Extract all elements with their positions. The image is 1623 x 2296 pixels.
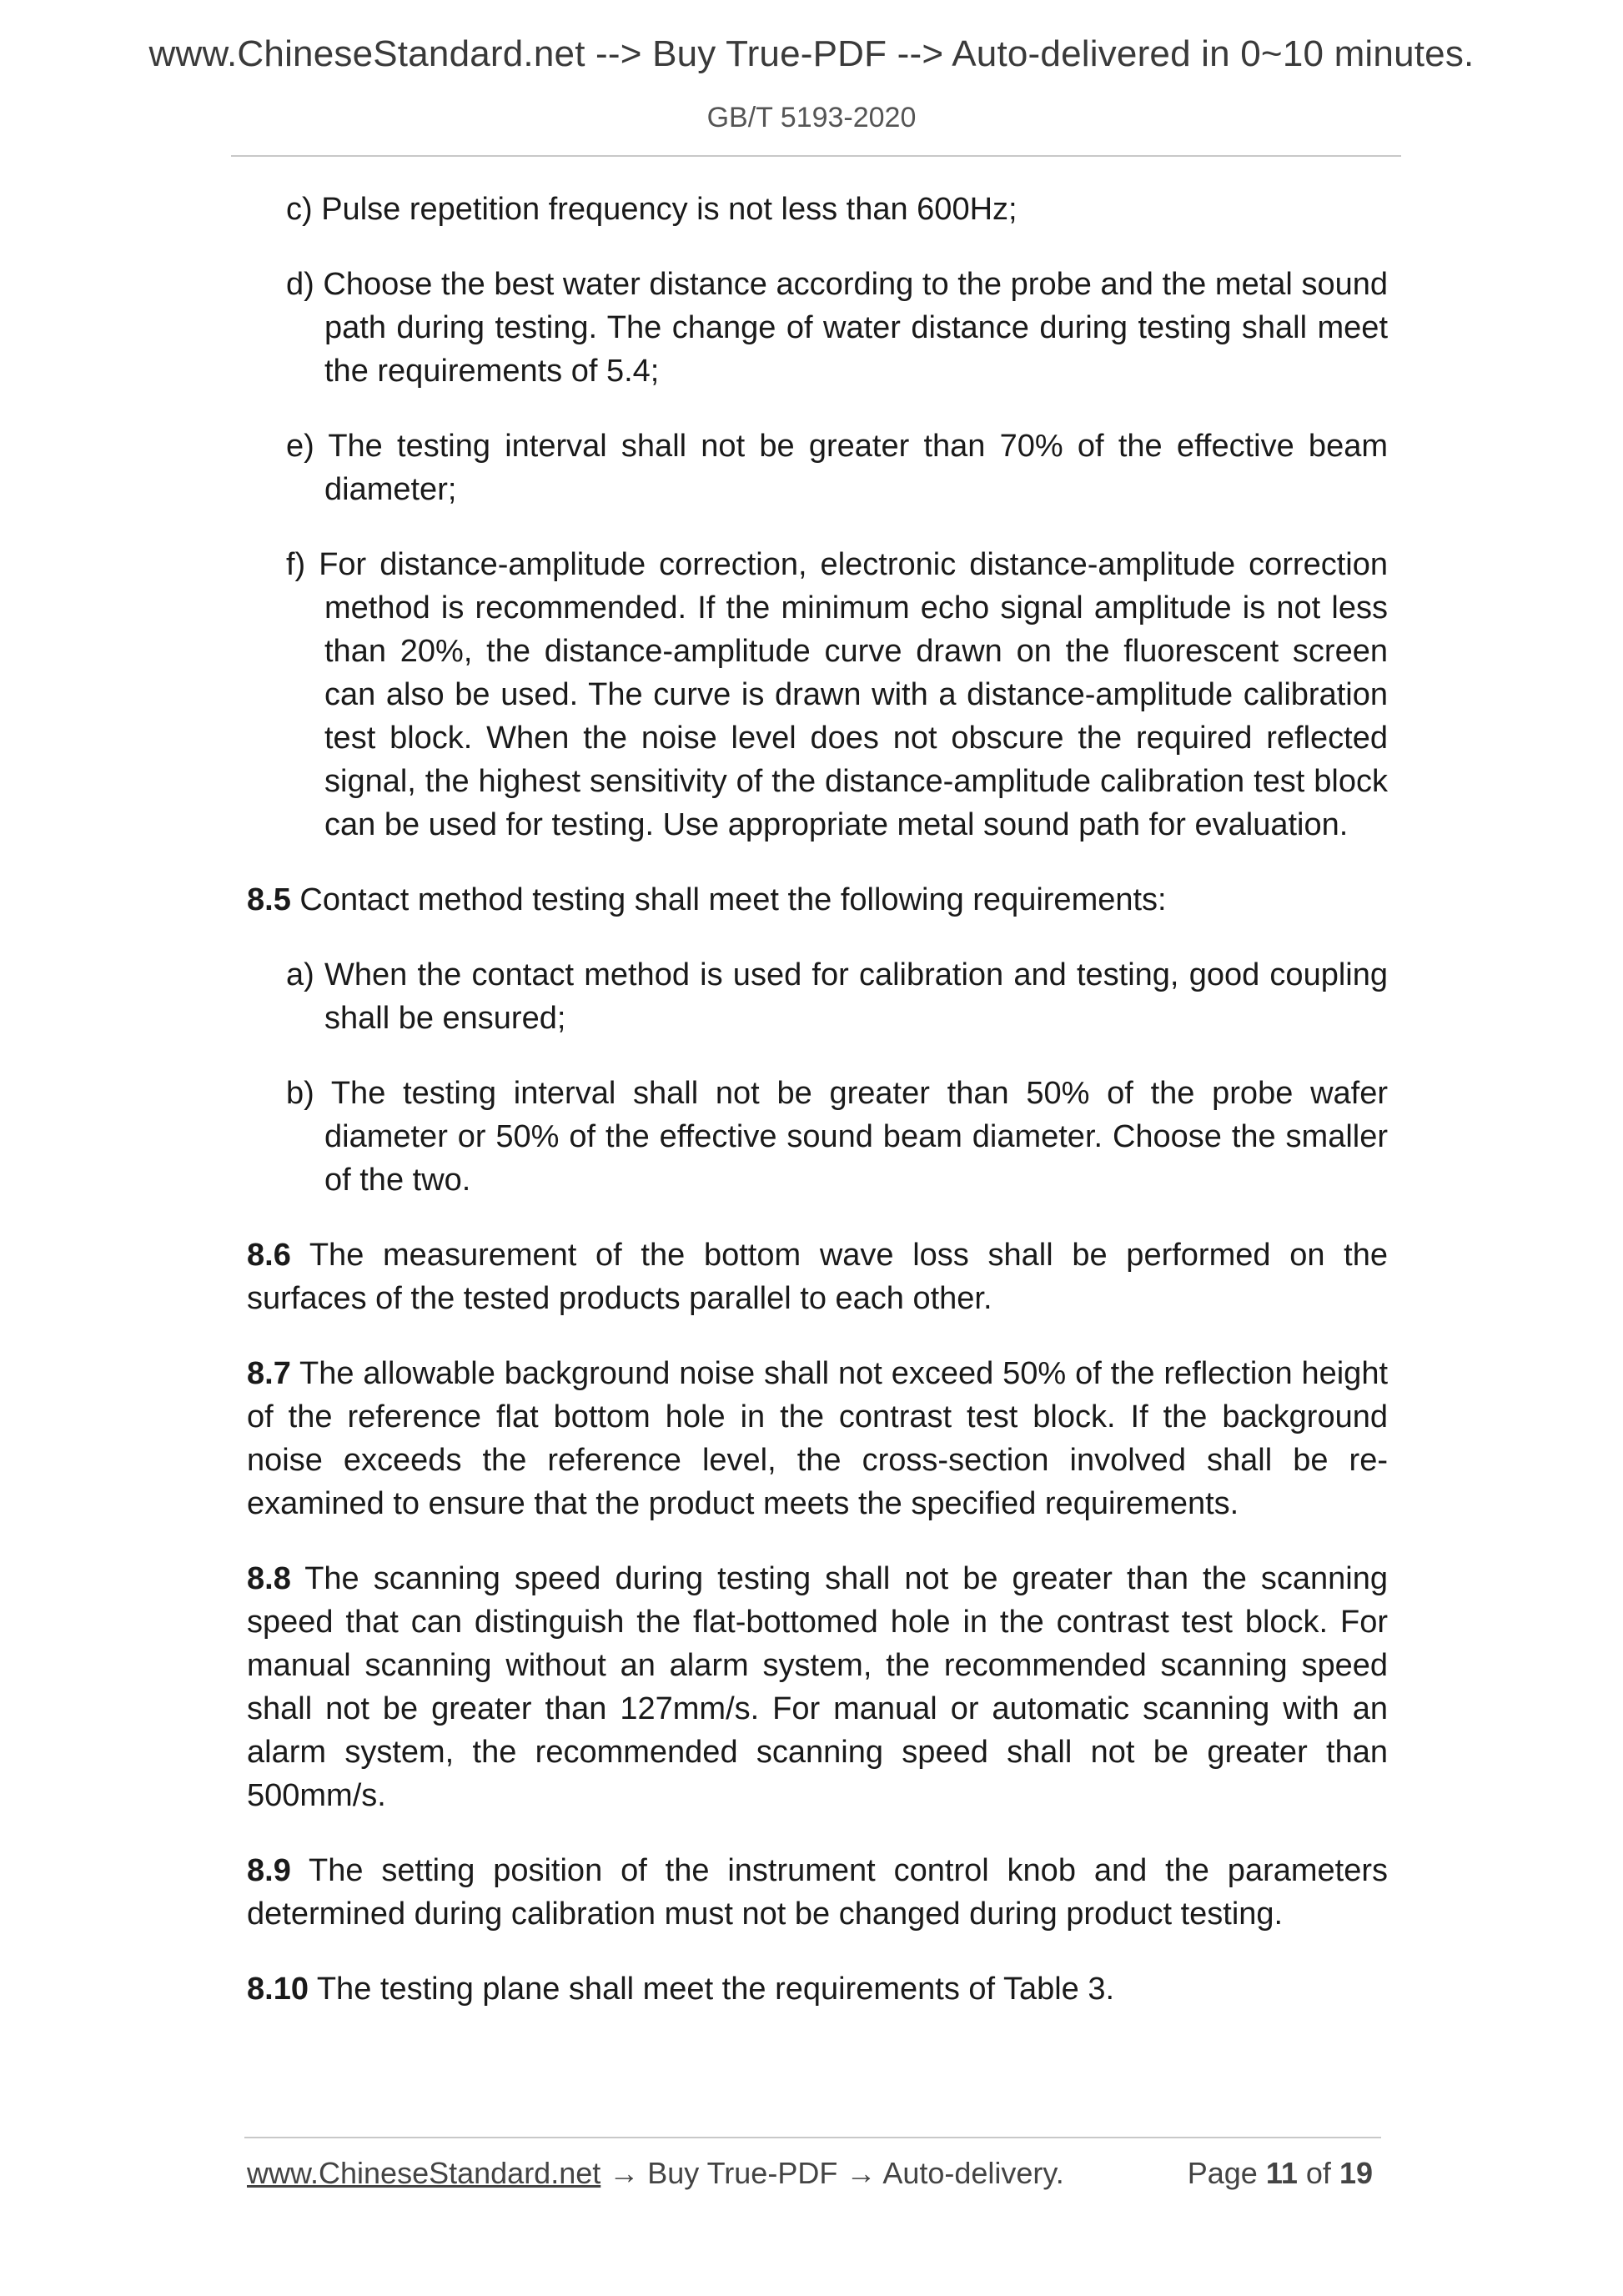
site-banner: www.ChineseStandard.net --> Buy True-PDF --> Auto-delivered in 0~10 minutes. [148,33,1475,74]
list-item-f: f) For distance-amplitude correction, electronic distance-amplitude correction method is recommended. If the minimum echo signal amplitude is not less than 20%, the distance-amplitude curve drawn on the fluorescent screen can also be used. The curve is drawn with a distance-amplitude calibration test block. When the noise level does not obscure the required reflected signal, the highest sensitivity of the distance-amplitude calibration test block can be used for testing. Use appropriate metal sound path for evaluation. [286,547,1388,842]
clause-number: 8.10 [247,1972,309,2007]
clause-8-8 [247,1557,1388,1817]
clause-8-7 [247,1352,1388,1525]
footer-promo [247,2156,1064,2191]
clause-text: The testing plane shall meet the requirements of Table 3. [316,1972,1115,2007]
page-indicator [1188,2156,1373,2191]
clause-number: 8.9 [247,1853,291,1888]
page-total: 19 [1339,2156,1373,2190]
clause-8-10 [247,1967,1388,2011]
clause-8-6 [247,1233,1388,1320]
clause-text: The scanning speed during testing shall not be greater than the scanning speed that can distinguish the flat-bottomed hole in the contrast test block. For manual scanning without an alarm system, the recommended scanning speed shall not be greater than 127mm/s. For manual or automatic scanning with an alarm system, the recommended scanning speed shall not be greater than 500mm/s. [247,1561,1388,1813]
clause-number: 8.5 [247,882,291,917]
clause-text: The setting position of the instrument control knob and the parameters determined during calibration must not be changed during product testing. [247,1853,1388,1932]
standard-code: GB/T 5193-2020 [706,102,917,133]
clause-number: 8.8 [247,1561,291,1596]
clause-number: 8.6 [247,1238,291,1273]
list-item-c: c) Pulse repetition frequency is not less than 600Hz; [286,192,1018,227]
page-footer [247,2156,1381,2198]
list-item-e: e) The testing interval shall not be greater than 70% of the effective beam diameter; [286,429,1388,507]
clause-text: The measurement of the bottom wave loss shall be performed on the surfaces of the tested products parallel to each other. [247,1238,1388,1316]
footer-divider [244,2137,1381,2138]
clause-number: 8.7 [247,1356,291,1391]
footer-tagline: → Buy True-PDF → Auto-delivery. [600,2156,1064,2190]
of-label: of [1305,2156,1331,2190]
list-item-b: b) The testing interval shall not be greater than 50% of the probe wafer diameter or 50% of the effective sound beam diameter. Choose the smaller of the two. [286,1076,1388,1198]
clause-text: Contact method testing shall meet the following requirements: [299,882,1167,917]
list-item-d: d) Choose the best water distance according to the probe and the metal sound path during testing. The change of water distance during testing shall meet the requirements of 5.4; [286,267,1388,389]
site-link[interactable]: www.ChineseStandard.net [247,2156,601,2190]
clause-8-5 [247,878,1388,922]
list-item-a: a) When the contact method is used for calibration and testing, good coupling shall be ensured; [286,957,1388,1036]
clause-8-9 [247,1849,1388,1936]
document-body [247,188,1388,2011]
page-label: Page [1187,2156,1258,2190]
page-current: 11 [1265,2156,1298,2190]
header-divider [231,155,1401,157]
clause-text: The allowable background noise shall not exceed 50% of the reflection height of the reference flat bottom hole in the contrast test block. If the background noise exceeds the reference level, the cross-section involved shall be re-examined to ensure that the product meets the specified requirements. [247,1356,1389,1521]
